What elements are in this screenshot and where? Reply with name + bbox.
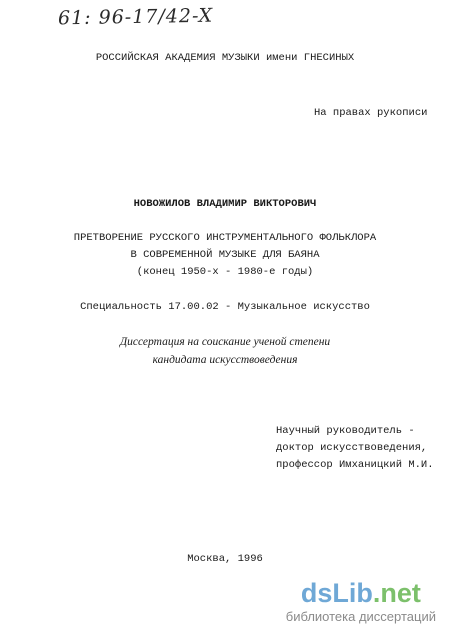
dissertation-line-1: Диссертация на соискание ученой степени [119,336,331,348]
handwritten-archive-number: 61: 96-17/42-X [57,4,214,30]
watermark-subtitle: библиотека диссертаций [285,609,436,624]
institution-name: РОССИЙСКАЯ АКАДЕМИЯ МУЗЫКИ имени ГНЕСИНЫХ [95,52,355,64]
title-line-2: В СОВРЕМЕННОЙ МУЗЫКЕ ДЛЯ БАЯНА [130,249,320,261]
rights-notice: На правах рукописи [314,107,428,119]
title-line-3: (конец 1950-х - 1980-е годы) [136,266,314,278]
place-and-year: Москва, 1996 [187,553,263,565]
specialty: Специальность 17.00.02 - Музыкальное искусство [80,301,370,313]
supervisor-line-1: Научный руководитель - [276,425,415,437]
dslib-logo: dsLib.net [300,578,421,608]
author-name: НОВОЖИЛОВ ВЛАДИМИР ВИКТОРОВИЧ [133,198,317,210]
title-line-1: ПРЕТВОРЕНИЕ РУССКОГО ИНСТРУМЕНТАЛЬНОГО ФОЛЬКЛОРА [73,232,377,244]
supervisor-line-3: профессор Имханицкий М.И. [276,459,434,471]
supervisor-line-2: доктор искусствоведения, [276,442,428,454]
dissertation-line-2: кандидата искусствоведения [152,354,298,366]
dslib-watermark [286,579,436,624]
